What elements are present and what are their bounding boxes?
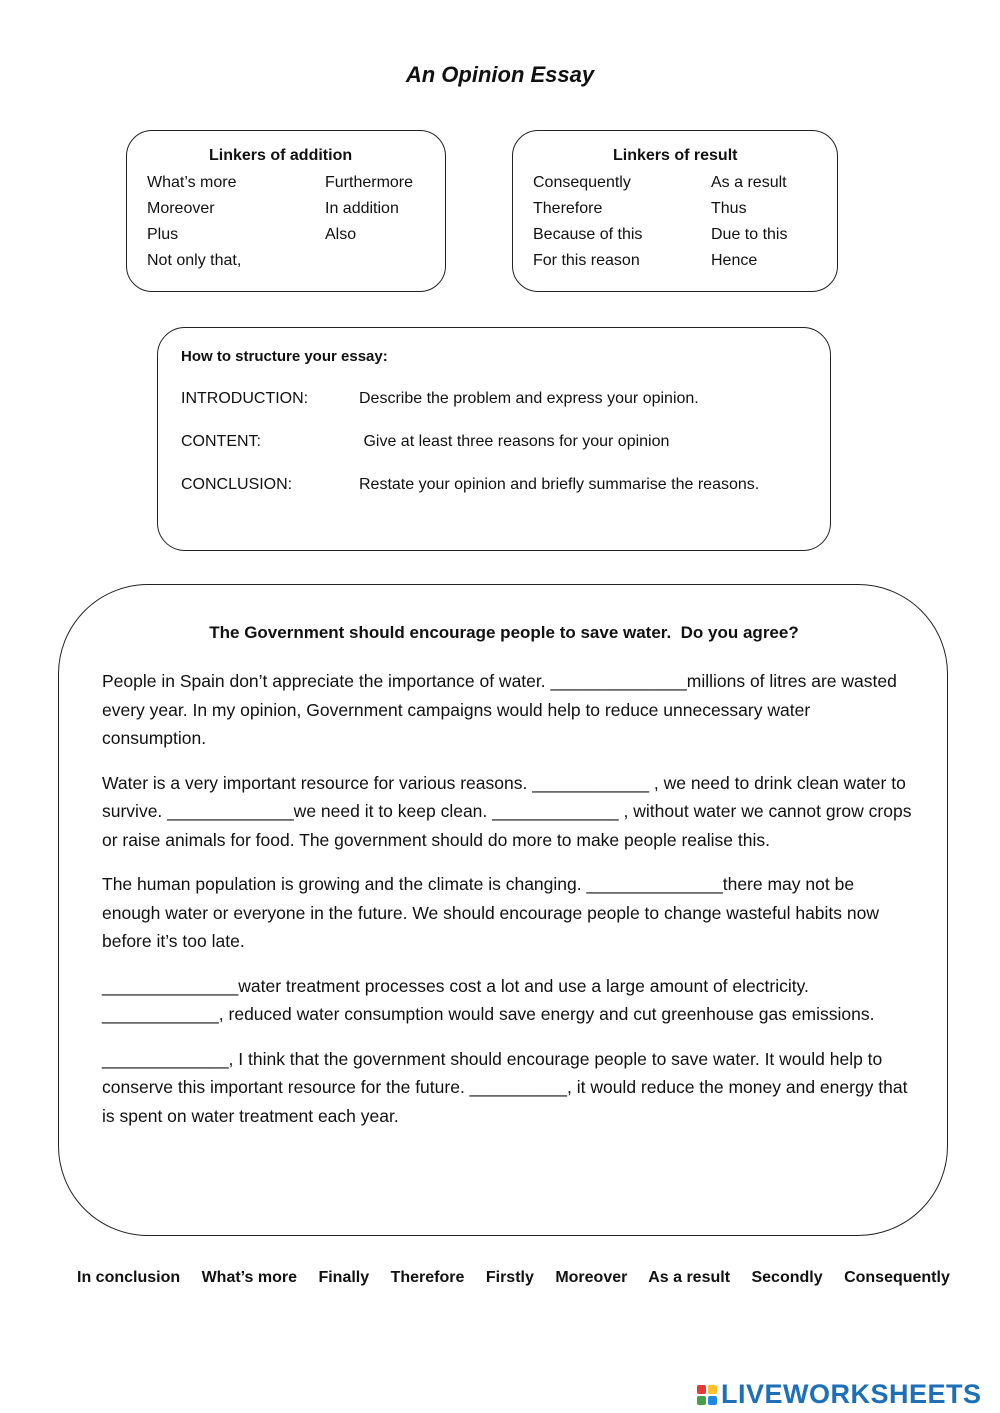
logo-square <box>697 1396 706 1405</box>
linkers-of-result-box <box>512 130 838 292</box>
word-bank-item: Secondly <box>751 1269 823 1286</box>
word-bank-item: Firstly <box>485 1269 534 1286</box>
linker-item: Also <box>325 226 357 243</box>
essay-question: The Government should encourage people to save water. Do you agree? <box>209 623 799 642</box>
page-title: An Opinion Essay <box>405 62 595 87</box>
essay-box <box>58 584 948 1236</box>
linker-item: Moreover <box>147 200 215 217</box>
logo-mark-icon <box>697 1385 717 1405</box>
essay-paragraph: People in Spain don’t appreciate the importance of water. ______________millions of litres are wasted every year. In my opinion, Government campaigns would help to reduce unnecessary water consumption. <box>102 671 897 748</box>
linker-item: Furthermore <box>325 174 414 191</box>
word-bank-item: What’s more <box>201 1269 297 1286</box>
linker-item: Thus <box>711 200 747 217</box>
linker-item: As a result <box>711 174 787 191</box>
word-bank-item: Finally <box>318 1269 370 1286</box>
word-bank-item: In conclusion <box>77 1269 181 1286</box>
structure-text: Give at least three reasons for your opinion <box>359 433 670 450</box>
result-linker-list <box>533 173 851 271</box>
linker-item: Therefore <box>533 200 603 217</box>
linker-item: Because of this <box>533 226 643 243</box>
essay-structure-box <box>157 327 831 551</box>
essay-paragraph: The human population is growing and the climate is changing. ______________there may not be enough water or everyone in the future. We should encourage people to change wasteful habits now before it’s too late. <box>102 874 879 951</box>
linker-item: Plus <box>147 226 179 243</box>
essay-paragraph: Water is a very important resource for various reasons. ____________ , we need to drink clean water to survive. _____________we need it to keep clean. _____________ , without water we cannot grow crops or raise animals for food. The government should do more to make people realise this. <box>102 772 912 850</box>
addition-linker-list <box>147 173 465 271</box>
linker-item: Not only that, <box>147 252 242 269</box>
structure-text: Restate your opinion and briefly summarise the reasons. <box>359 476 760 493</box>
structure-label: INTRODUCTION: <box>181 390 309 407</box>
liveworksheets-logo <box>697 1379 982 1410</box>
linker-item: Due to this <box>711 226 788 243</box>
logo-square <box>708 1385 717 1394</box>
logo-square <box>708 1396 717 1405</box>
linker-item: For this reason <box>533 252 640 269</box>
logo-square <box>697 1385 706 1394</box>
linker-item: Hence <box>711 252 758 269</box>
structure-text: Describe the problem and express your opinion. <box>359 390 699 407</box>
linker-item: Consequently <box>533 174 631 191</box>
linkers-of-addition-box <box>126 130 446 292</box>
essay-paragraph: ______________water treatment processes cost a lot and use a large amount of electricity. ____________, reduced water consumption would save energy and cut greenhouse gas emissions. <box>102 975 875 1024</box>
structure-row-content <box>181 433 669 451</box>
word-bank-item: As a result <box>648 1269 731 1286</box>
structure-label: CONCLUSION: <box>181 476 293 493</box>
essay-body <box>102 667 912 1146</box>
structure-row-introduction <box>181 390 699 408</box>
structure-row-conclusion <box>181 476 759 494</box>
word-bank-item: Therefore <box>390 1269 465 1286</box>
word-bank-item: Consequently <box>844 1269 950 1286</box>
structure-label: CONTENT: <box>181 433 261 450</box>
addition-heading: Linkers of addition <box>209 147 353 164</box>
structure-heading: How to structure your essay: <box>181 348 388 365</box>
word-bank <box>77 1269 967 1287</box>
word-bank-item: Moreover <box>555 1269 628 1286</box>
result-heading: Linkers of result <box>613 147 738 164</box>
linker-item: In addition <box>325 200 399 217</box>
essay-paragraph: _____________, I think that the government should encourage people to save water. It would help to conserve this important resource for the future. __________, it would reduce the money and energy that is spent on water treatment each year. <box>102 1048 908 1126</box>
logo-text: LIVEWORKSHEETS <box>721 1379 982 1409</box>
linker-item: What’s more <box>147 174 237 191</box>
